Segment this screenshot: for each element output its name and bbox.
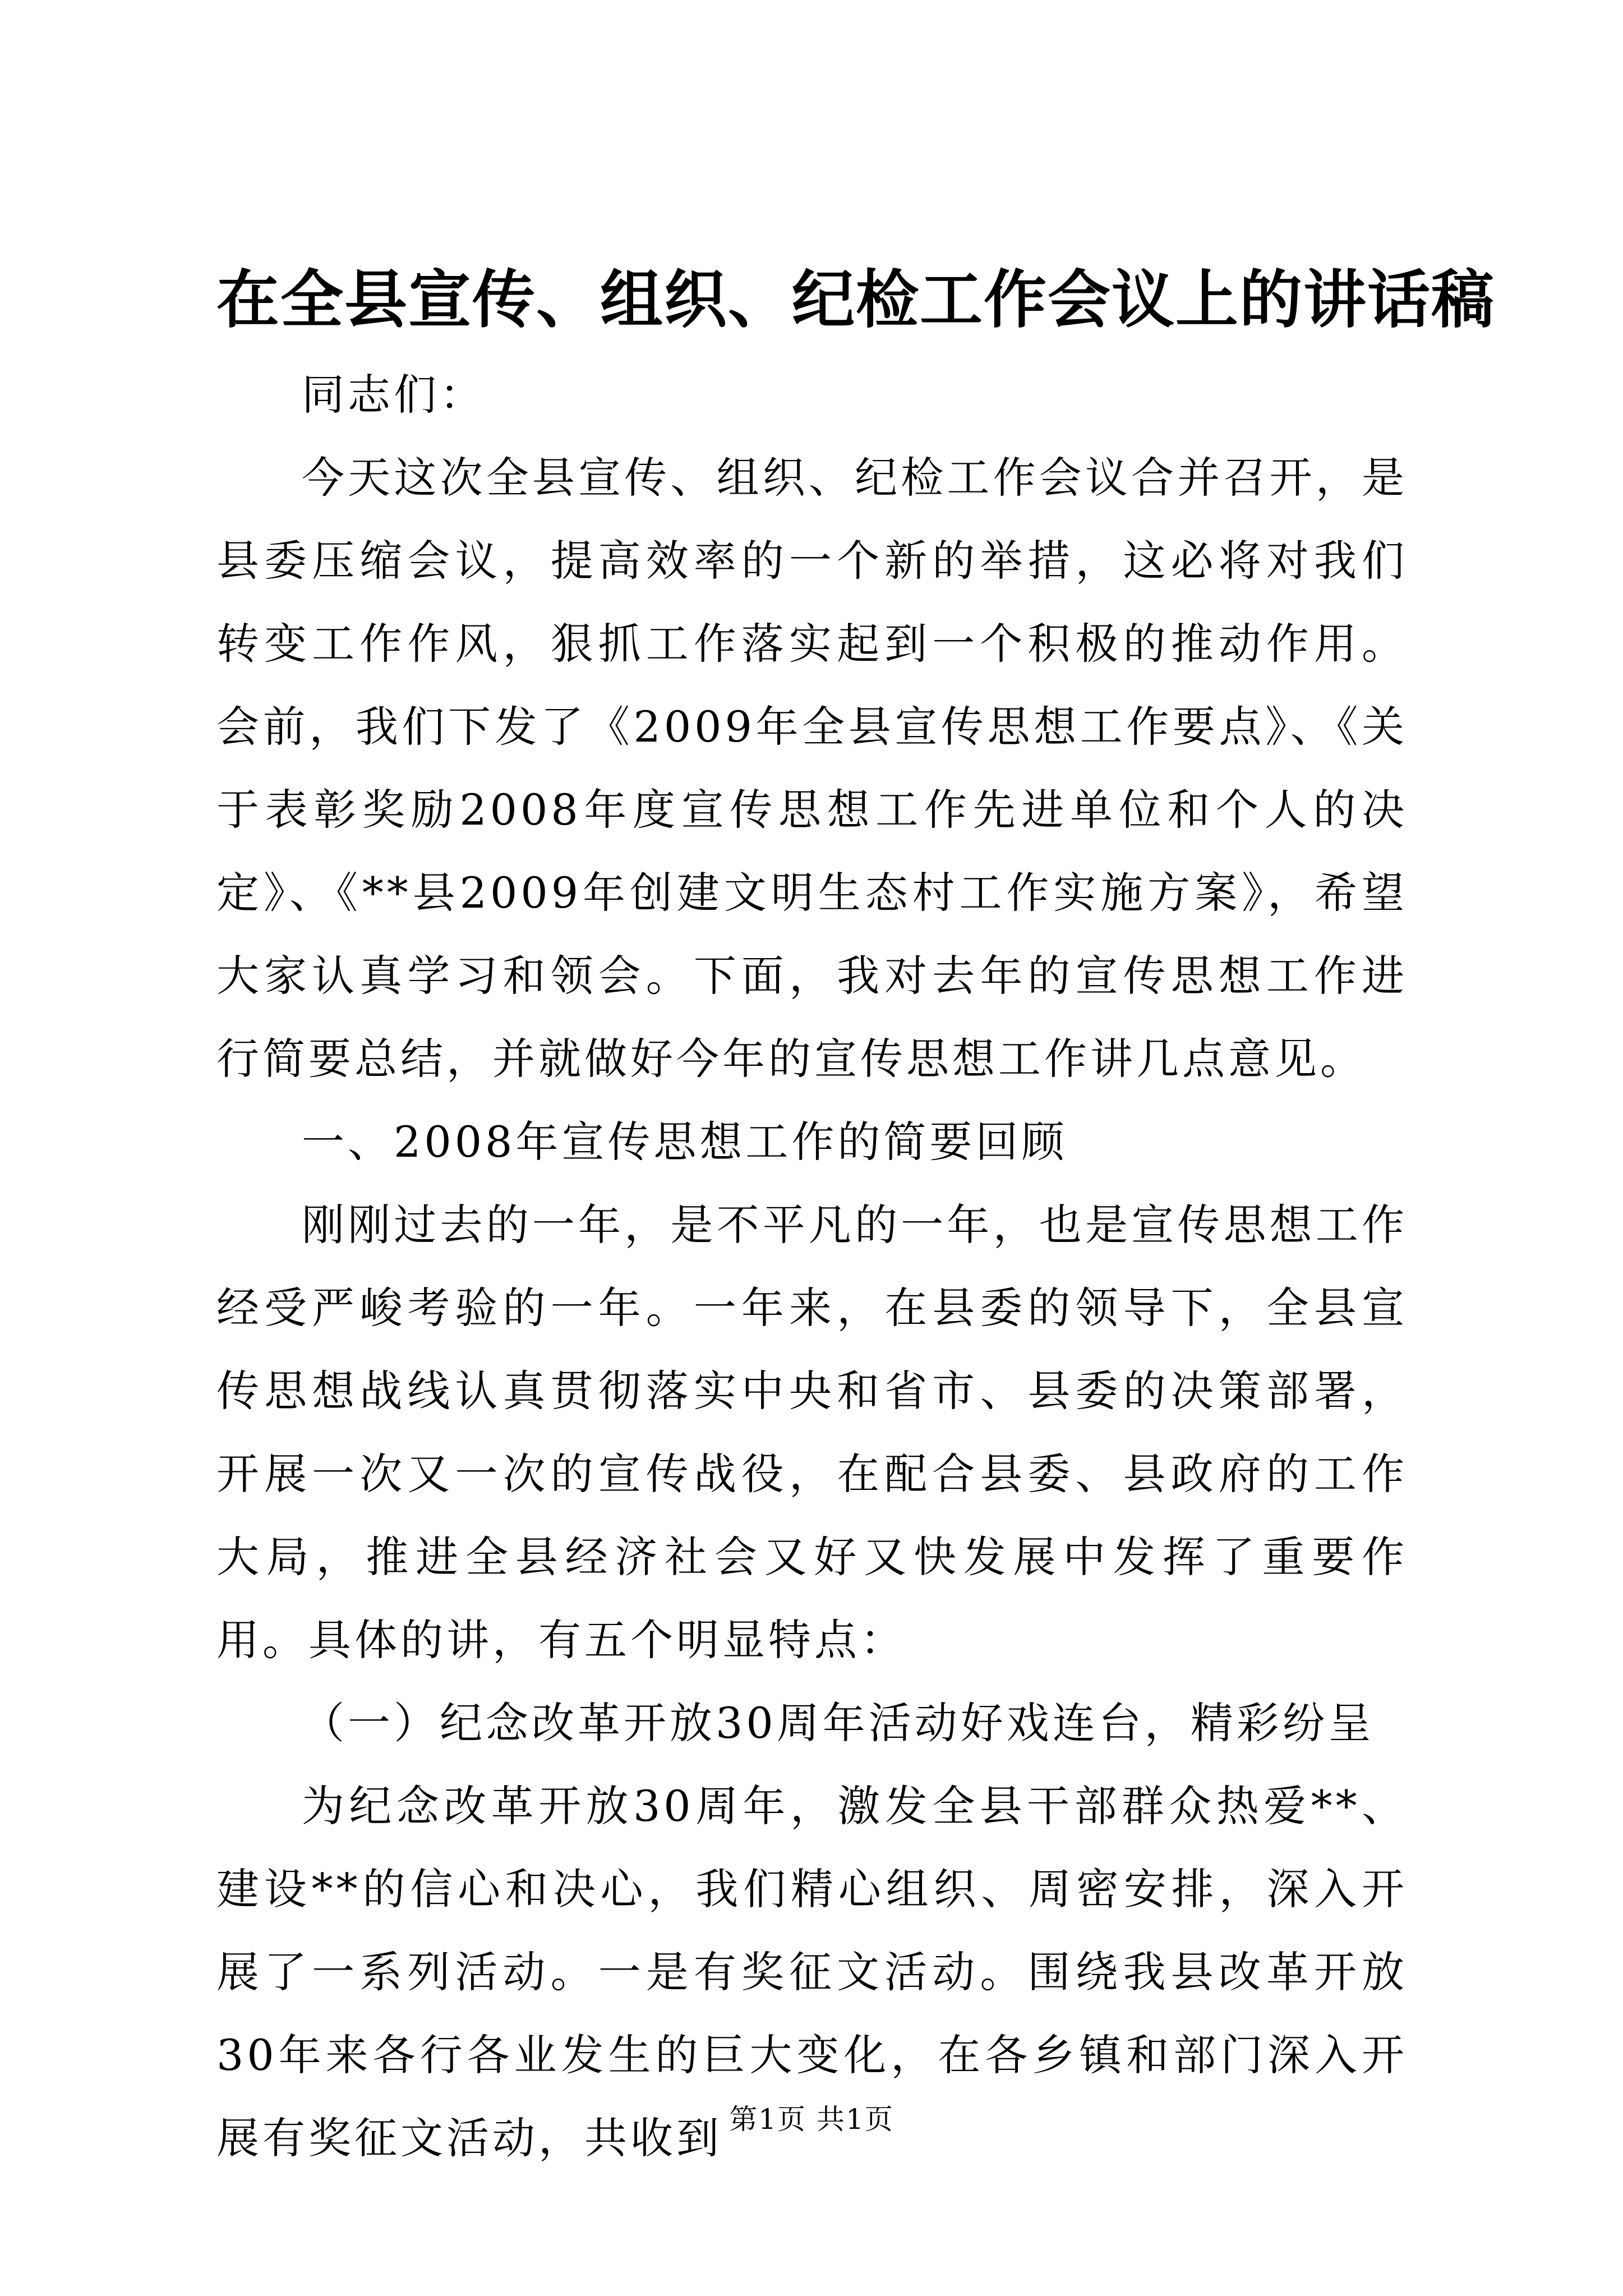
- section-heading: 一、2008年宣传思想工作的简要回顾: [302, 1117, 1068, 1167]
- salutation-paragraph: 同志们：: [302, 370, 486, 420]
- intro-paragraph: 今天这次全县宣传、组织、纪检工作会议合并召开，是县委压缩会议，提高效率的一个新的举措，这必将对我们转变工作作风，狠抓工作落实起到一个积极的推动作用。会前，我们下发了《2009年全县宣传思想工作要点》、《关于表彰奖励2008年度宣传思想工作先进单位和个人的决定》、《**县2009年创建文明生态村工作实施方案》，希望大家认真学习和领会。下面，我对去年的宣传思想工作进行简要总结，并就做好今年的宣传思想工作讲几点意见。: [216, 453, 1408, 1084]
- document-title: 在全县宣传、组织、纪检工作会议上的讲话稿: [216, 263, 1495, 337]
- activity-paragraph: 为纪念改革开放30周年，激发全县干部群众热爱**、建设**的信心和决心，我们精心组织、周密安排，深入开展了一系列活动。一是有奖征文活动。围绕我县改革开放30年来各行各业发生的巨大变化，在各乡镇和部门深入开展有奖征文活动，共收到: [216, 1781, 1408, 2163]
- document-body: [216, 353, 1408, 2180]
- review-paragraph: 刚刚过去的一年，是不平凡的一年，也是宣传思想工作经受严峻考验的一年。一年来，在县委的领导下，全县宣传思想战线认真贯彻落实中央和省市、县委的决策部署，开展一次又一次的宣传战役，在配合县委、县政府的工作大局，推进全县经济社会又好又快发展中发挥了重要作用。具体的讲，有五个明显特点：: [216, 1200, 1408, 1665]
- subsection-heading: （一）纪念改革开放30周年活动好戏连台，精彩纷呈: [302, 1698, 1375, 1748]
- page-number-footer: 第1页 共1页: [729, 2103, 894, 2136]
